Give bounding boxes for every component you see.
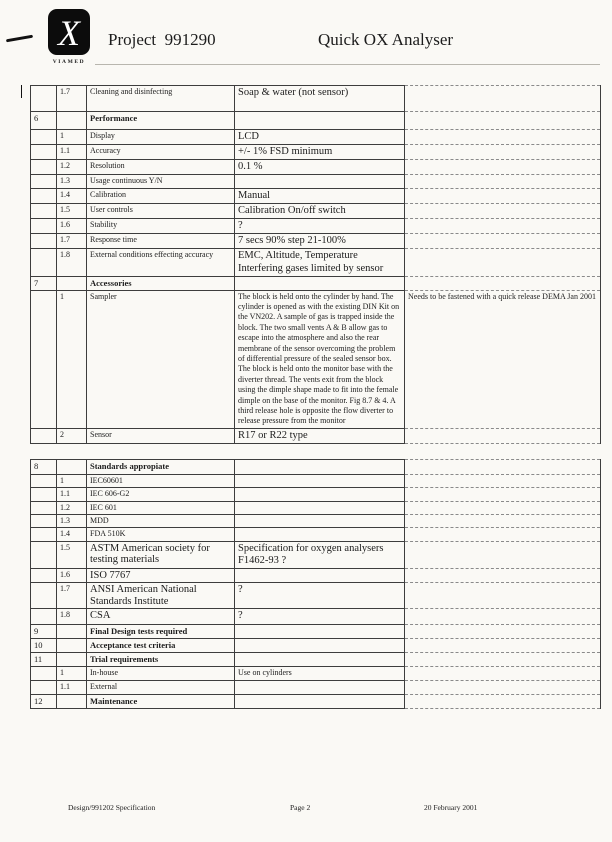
cell-description: In-house bbox=[87, 666, 235, 680]
cell-description: FDA 510K bbox=[87, 528, 235, 541]
table-row bbox=[31, 219, 601, 234]
cell-notes bbox=[405, 488, 601, 501]
cell-sub-number: 1 bbox=[57, 474, 87, 487]
cell-value bbox=[235, 276, 405, 290]
cell-sub-number: 1.2 bbox=[57, 160, 87, 175]
cell-notes bbox=[405, 541, 601, 568]
cell-description: Usage continuous Y/N bbox=[87, 175, 235, 189]
cell-notes bbox=[405, 130, 601, 145]
cell-major-number bbox=[31, 488, 57, 501]
cell-value bbox=[235, 568, 405, 583]
cell-major-number bbox=[31, 568, 57, 583]
cell-sub-number: 1.2 bbox=[57, 501, 87, 514]
spacer-row bbox=[31, 443, 601, 459]
logo-text: VIAMED bbox=[52, 59, 86, 65]
table-row bbox=[31, 474, 601, 487]
table-row bbox=[31, 204, 601, 219]
cell-value: Manual bbox=[235, 189, 405, 204]
cell-sub-number: 1 bbox=[57, 666, 87, 680]
scan-artifact-tick bbox=[21, 85, 22, 98]
table-row bbox=[31, 145, 601, 160]
cell-sub-number: 1.6 bbox=[57, 219, 87, 234]
specification-table-body bbox=[31, 86, 601, 709]
cell-value bbox=[235, 488, 405, 501]
cell-notes bbox=[405, 276, 601, 290]
cell-major-number bbox=[31, 528, 57, 541]
cell-value: +/- 1% FSD minimum bbox=[235, 145, 405, 160]
viamed-logo bbox=[46, 8, 92, 65]
cell-notes bbox=[405, 694, 601, 708]
cell-value: ? bbox=[235, 583, 405, 609]
cell-value: ? bbox=[235, 609, 405, 624]
cell-value: R17 or R22 type bbox=[235, 428, 405, 443]
cell-sub-number bbox=[57, 638, 87, 652]
project-number-title: Project 991290 bbox=[108, 30, 216, 49]
cell-major-number bbox=[31, 130, 57, 145]
cell-value: The block is held onto the cylinder by hand. The cylinder is opened as with the existing DIN Kit on the VN202. A sample of gas is trapped inside the block. The two small vents A & B allow gas to escape into the atmosphere and also the rear membrane of the sensor overcoming the problem of differential pressure of the sealed sensor box. The block is held onto the monitor base with the diverter thread. The vents exit from the block using the dimple shape made to fit into the female dimple on the base of the monitor. Fig 8.7 & 4. A third release hole is opposite the flow diverter to release pressure from the monitor bbox=[235, 290, 405, 428]
cell-major-number bbox=[31, 501, 57, 514]
cell-value bbox=[235, 624, 405, 638]
cell-description: Stability bbox=[87, 219, 235, 234]
svg-text:X: X bbox=[58, 13, 80, 53]
cell-value: Use on cylinders bbox=[235, 666, 405, 680]
cell-major-number bbox=[31, 428, 57, 443]
cell-notes bbox=[405, 160, 601, 175]
cell-sub-number: 1.5 bbox=[57, 204, 87, 219]
table-row bbox=[31, 609, 601, 624]
section-row bbox=[31, 694, 601, 708]
cell-notes bbox=[405, 112, 601, 130]
cell-notes bbox=[405, 624, 601, 638]
cell-notes bbox=[405, 204, 601, 219]
cell-sub-number: 1.7 bbox=[57, 583, 87, 609]
cell-sub-number: 1 bbox=[57, 130, 87, 145]
cell-description: Accessories bbox=[87, 276, 235, 290]
cell-notes bbox=[405, 249, 601, 276]
cell-sub-number: 1.3 bbox=[57, 514, 87, 527]
cell-major-number: 12 bbox=[31, 694, 57, 708]
cell-major-number bbox=[31, 204, 57, 219]
cell-value bbox=[235, 501, 405, 514]
cell-sub-number: 1.4 bbox=[57, 528, 87, 541]
cell-notes bbox=[405, 666, 601, 680]
cell-value: 7 secs 90% step 21-100% bbox=[235, 234, 405, 249]
table-row bbox=[31, 189, 601, 204]
scan-artifact-mark bbox=[6, 35, 33, 43]
cell-notes bbox=[405, 219, 601, 234]
table-row bbox=[31, 488, 601, 501]
cell-major-number bbox=[31, 86, 57, 112]
cell-description: External bbox=[87, 680, 235, 694]
cell-major-number: 6 bbox=[31, 112, 57, 130]
cell-description: ISO 7767 bbox=[87, 568, 235, 583]
cell-description: CSA bbox=[87, 609, 235, 624]
section-row bbox=[31, 112, 601, 130]
cell-notes bbox=[405, 514, 601, 527]
cell-sub-number: 1.7 bbox=[57, 86, 87, 112]
cell-description: IEC 606-G2 bbox=[87, 488, 235, 501]
footer-date: 20 February 2001 bbox=[424, 803, 478, 812]
cell-value bbox=[235, 680, 405, 694]
cell-major-number bbox=[31, 249, 57, 276]
cell-value bbox=[235, 528, 405, 541]
cell-sub-number: 2 bbox=[57, 428, 87, 443]
table-row bbox=[31, 130, 601, 145]
cell-major-number: 8 bbox=[31, 459, 57, 474]
section-row bbox=[31, 652, 601, 666]
section-row bbox=[31, 624, 601, 638]
table-row bbox=[31, 501, 601, 514]
footer-page-number: Page 2 bbox=[290, 803, 311, 812]
table-row bbox=[31, 86, 601, 112]
cell-major-number bbox=[31, 583, 57, 609]
cell-sub-number: 1.1 bbox=[57, 680, 87, 694]
table-row bbox=[31, 541, 601, 568]
cell-value: Soap & water (not sensor) bbox=[235, 86, 405, 112]
table-row bbox=[31, 514, 601, 527]
cell-value bbox=[235, 112, 405, 130]
cell-sub-number: 1.4 bbox=[57, 189, 87, 204]
cell-value: 0.1 % bbox=[235, 160, 405, 175]
cell-value bbox=[235, 514, 405, 527]
cell-value: EMC, Altitude, Temperature Interfering gases limited by sensor bbox=[235, 249, 405, 276]
cell-value: ? bbox=[235, 219, 405, 234]
spacer-cell bbox=[31, 443, 601, 459]
cell-major-number bbox=[31, 541, 57, 568]
footer-document-ref: Design/991202 Specification bbox=[68, 803, 156, 812]
cell-description: Trial requirements bbox=[87, 652, 235, 666]
section-row bbox=[31, 459, 601, 474]
cell-value bbox=[235, 175, 405, 189]
cell-major-number bbox=[31, 680, 57, 694]
cell-description: IEC60601 bbox=[87, 474, 235, 487]
cell-sub-number: 1.7 bbox=[57, 234, 87, 249]
cell-value bbox=[235, 652, 405, 666]
table-row bbox=[31, 160, 601, 175]
cell-description: Sampler bbox=[87, 290, 235, 428]
cell-notes bbox=[405, 428, 601, 443]
cell-notes bbox=[405, 501, 601, 514]
table-row bbox=[31, 428, 601, 443]
cell-notes bbox=[405, 459, 601, 474]
cell-notes bbox=[405, 568, 601, 583]
cell-major-number bbox=[31, 189, 57, 204]
cell-notes bbox=[405, 638, 601, 652]
cell-major-number: 10 bbox=[31, 638, 57, 652]
cell-description: Response time bbox=[87, 234, 235, 249]
cell-description: Resolution bbox=[87, 160, 235, 175]
section-row bbox=[31, 638, 601, 652]
cell-major-number: 11 bbox=[31, 652, 57, 666]
table-row bbox=[31, 175, 601, 189]
cell-value: LCD bbox=[235, 130, 405, 145]
cell-description: Final Design tests required bbox=[87, 624, 235, 638]
cell-sub-number bbox=[57, 112, 87, 130]
cell-value bbox=[235, 474, 405, 487]
cell-notes bbox=[405, 609, 601, 624]
cell-value bbox=[235, 638, 405, 652]
cell-description: Acceptance test criteria bbox=[87, 638, 235, 652]
viamed-x-logo-icon bbox=[47, 8, 91, 58]
cell-sub-number bbox=[57, 459, 87, 474]
cell-sub-number: 1.6 bbox=[57, 568, 87, 583]
cell-description: Display bbox=[87, 130, 235, 145]
table-row bbox=[31, 234, 601, 249]
cell-sub-number: 1.1 bbox=[57, 145, 87, 160]
section-row bbox=[31, 276, 601, 290]
cell-description: Calibration bbox=[87, 189, 235, 204]
cell-notes bbox=[405, 189, 601, 204]
table-row bbox=[31, 666, 601, 680]
cell-sub-number: 1.1 bbox=[57, 488, 87, 501]
cell-notes bbox=[405, 86, 601, 112]
cell-major-number bbox=[31, 290, 57, 428]
cell-major-number bbox=[31, 474, 57, 487]
cell-notes bbox=[405, 145, 601, 160]
cell-major-number bbox=[31, 514, 57, 527]
cell-value: Specification for oxygen analysers F1462-93 ? bbox=[235, 541, 405, 568]
cell-notes bbox=[405, 652, 601, 666]
cell-major-number bbox=[31, 219, 57, 234]
table-row bbox=[31, 290, 601, 428]
cell-major-number bbox=[31, 666, 57, 680]
cell-major-number bbox=[31, 160, 57, 175]
cell-description: Accuracy bbox=[87, 145, 235, 160]
cell-description: Performance bbox=[87, 112, 235, 130]
cell-sub-number: 1 bbox=[57, 290, 87, 428]
specification-table bbox=[30, 85, 601, 709]
table-row bbox=[31, 528, 601, 541]
cell-value: Calibration On/off switch bbox=[235, 204, 405, 219]
cell-major-number: 9 bbox=[31, 624, 57, 638]
cell-sub-number bbox=[57, 276, 87, 290]
table-row bbox=[31, 249, 601, 276]
cell-description: User controls bbox=[87, 204, 235, 219]
cell-major-number: 7 bbox=[31, 276, 57, 290]
document-title: Quick OX Analyser bbox=[318, 30, 454, 49]
cell-sub-number: 1.5 bbox=[57, 541, 87, 568]
cell-description: MDD bbox=[87, 514, 235, 527]
table-row bbox=[31, 680, 601, 694]
cell-notes bbox=[405, 175, 601, 189]
cell-sub-number bbox=[57, 694, 87, 708]
cell-notes bbox=[405, 583, 601, 609]
cell-major-number bbox=[31, 175, 57, 189]
cell-major-number bbox=[31, 609, 57, 624]
cell-notes: Needs to be fastened with a quick release DEMA Jan 2001 bbox=[405, 290, 601, 428]
cell-description: ASTM American society for testing materials bbox=[87, 541, 235, 568]
cell-sub-number: 1.3 bbox=[57, 175, 87, 189]
cell-value bbox=[235, 459, 405, 474]
cell-description: Standards appropiate bbox=[87, 459, 235, 474]
table-row bbox=[31, 568, 601, 583]
cell-notes bbox=[405, 234, 601, 249]
table-row bbox=[31, 583, 601, 609]
cell-description: Maintenance bbox=[87, 694, 235, 708]
cell-sub-number bbox=[57, 652, 87, 666]
cell-sub-number: 1.8 bbox=[57, 249, 87, 276]
cell-description: Cleaning and disinfecting bbox=[87, 86, 235, 112]
cell-notes bbox=[405, 528, 601, 541]
cell-value bbox=[235, 694, 405, 708]
cell-description: IEC 601 bbox=[87, 501, 235, 514]
cell-sub-number bbox=[57, 624, 87, 638]
header-rule-line bbox=[95, 64, 600, 65]
cell-major-number bbox=[31, 145, 57, 160]
cell-notes bbox=[405, 474, 601, 487]
cell-sub-number: 1.8 bbox=[57, 609, 87, 624]
cell-major-number bbox=[31, 234, 57, 249]
cell-notes bbox=[405, 680, 601, 694]
cell-description: External conditions effecting accuracy bbox=[87, 249, 235, 276]
cell-description: Sensor bbox=[87, 428, 235, 443]
cell-description: ANSI American National Standards Institute bbox=[87, 583, 235, 609]
